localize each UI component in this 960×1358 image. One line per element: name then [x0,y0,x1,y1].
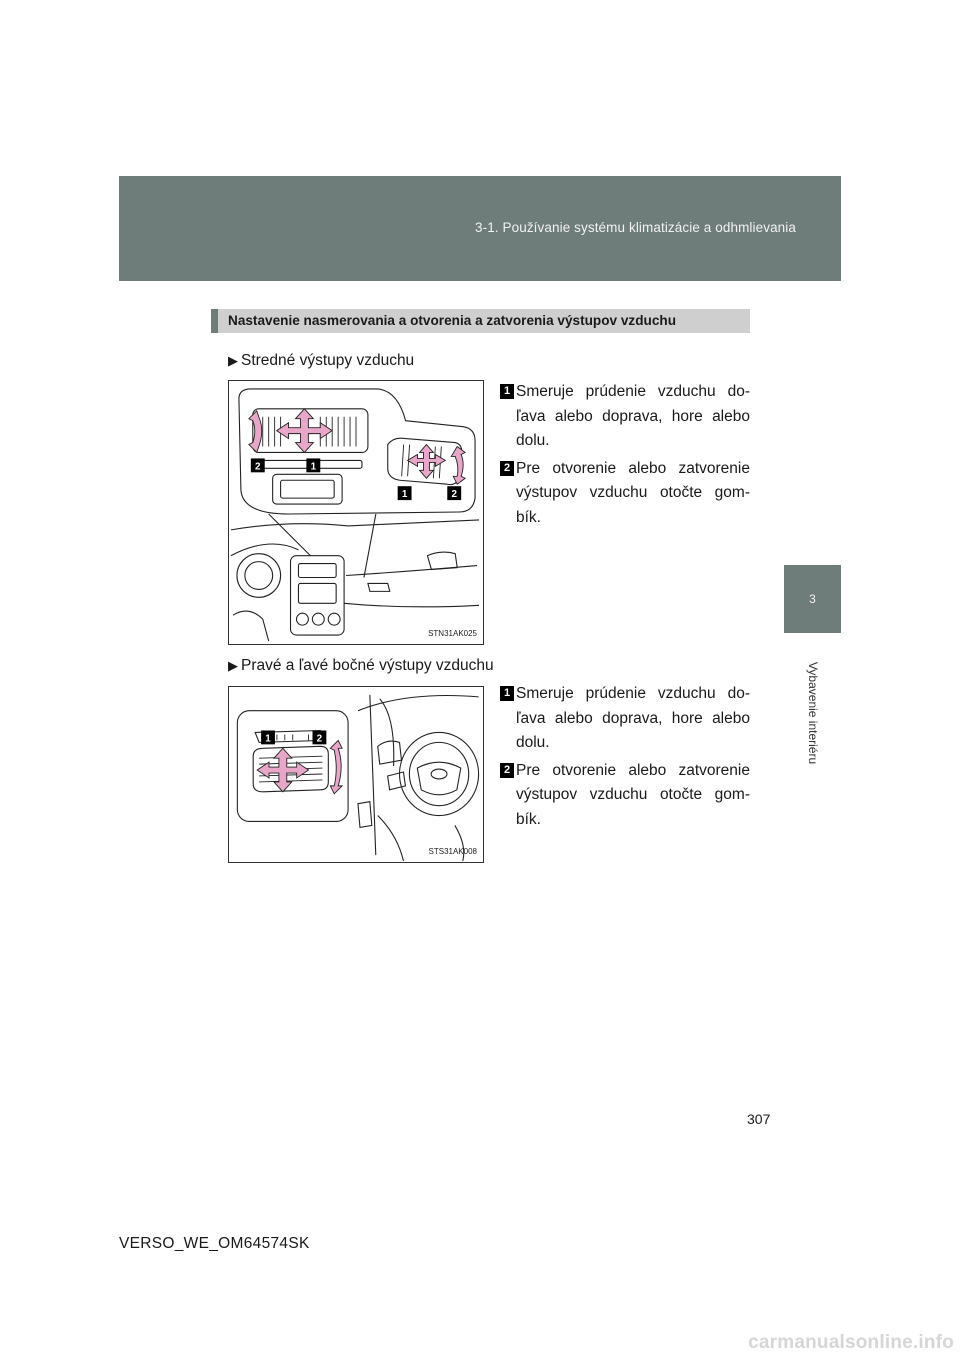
chapter-number-tab: 3 [784,565,841,633]
figure-side-vents [228,686,484,863]
number-badge: 1 [500,686,514,701]
figure-center-vents [228,380,484,645]
description-row [500,759,750,833]
section-heading: Nastavenie nasmerovania a otvorenia a zatvorenia výstupov vzduchu [211,309,750,333]
triangle-right-icon: ▶ [228,658,238,673]
triangle-right-icon: ▶ [228,353,238,368]
header-band [119,176,841,281]
description-text: Pre otvorenie alebo zatvorenie výstupov vzduchu otočte gom-bík. [516,761,750,828]
watermark-link[interactable]: carmanualsonline.info [748,1332,954,1353]
figure-code: STS31AK008 [428,847,477,856]
chapter-title: Vybavenie interiéru [805,661,820,765]
callout-2a: 2 [255,461,261,473]
description-row [500,682,750,756]
number-badge: 2 [500,763,514,778]
item-1-descriptions [500,380,750,530]
callout-1: 1 [265,733,271,745]
callout-2: 2 [316,733,323,745]
item-title-side-vents [228,657,494,675]
item-title-text: Stredné výstupy vzduchu [241,352,415,369]
description-text: Smeruje prúdenie vzduchu do-ľava alebo doprava, hore alebo dolu. [516,685,750,751]
center-vents-illustration [229,381,483,644]
callout-2b: 2 [451,489,457,501]
callout-1b: 1 [401,489,408,501]
description-text: Smeruje prúdenie vzduchu do-ľava alebo doprava, hore alebo dolu. [516,383,750,449]
item-2-descriptions [500,682,750,832]
side-vents-illustration [229,687,483,862]
item-title-center-vents [228,352,414,370]
callout-1a: 1 [310,461,317,473]
description-text: Pre otvorenie alebo zatvorenie výstupov vzduchu otočte gom-bík. [516,459,750,526]
page-number: 307 [747,1111,771,1127]
document-code: VERSO_WE_OM64574SK [119,1235,310,1252]
section-title: 3-1. Používanie systému klimatizácie a odhmlievania [475,220,796,235]
figure-code: STN31AK025 [428,629,477,638]
number-badge: 2 [500,461,514,476]
item-title-text: Pravé a ľavé bočné výstupy vzduchu [241,657,494,674]
chapter-title-tab [784,633,841,793]
description-row [500,380,750,454]
number-badge: 1 [500,384,514,399]
description-row [500,457,750,531]
